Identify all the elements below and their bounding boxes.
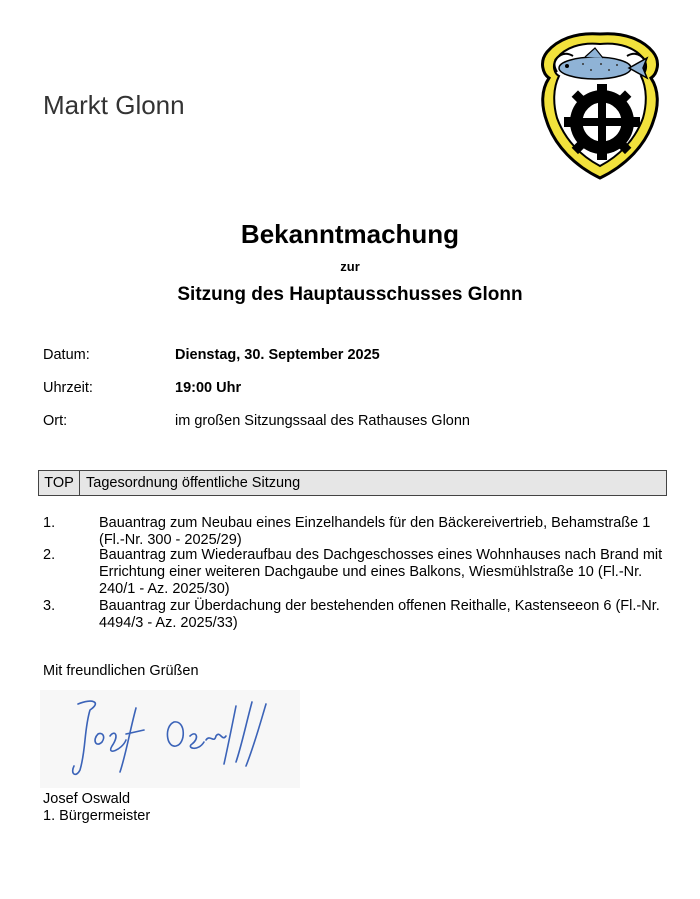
document-title: Bekanntmachung [240,219,460,249]
signatory-role: 1. Bürgermeister [43,808,151,824]
date-label: Datum: [43,347,90,363]
agenda-item-text: Bauantrag zum Neubau eines Einzelhandels für den Bäckereivertrieb, Behamstraße 1 (Fl.-Nr. 300 - 2025/29) [99,515,651,548]
agenda-col-title: Tagesordnung öffentliche Sitzung [86,475,301,491]
place-label: Ort: [43,413,68,429]
agenda-col-top: TOP [39,471,80,495]
municipality-title: Markt Glonn [43,90,185,120]
time-value: 19:00 Uhr [175,380,242,396]
signatory-name: Josef Oswald [43,791,131,807]
agenda-item-text: Bauantrag zur Überdachung der bestehenden offenen Reithalle, Kastenseeon 6 (Fl.-Nr. 4494/3 - Az. 2025/33) [99,598,660,631]
place-value: im großen Sitzungssaal des Rathauses Glonn [175,413,470,429]
agenda-item-number: 2. [43,547,56,563]
signature-image [40,690,300,788]
agenda-item-text: Bauantrag zum Wiederaufbau des Dachgeschosses eines Wohnhauses nach Brand mit Errichtung einer weiteren Dachgaube und eines Balkons, Wiesmühlstraße 10 (Fl.-Nr. 240/1 - Az. 2025/30) [99,547,663,597]
time-label: Uhrzeit: [43,380,93,396]
title-connector: zur [340,259,360,274]
agenda-item-number: 3. [43,598,56,614]
date-value: Dienstag, 30. September 2025 [175,347,380,363]
agenda-item-number: 1. [43,515,56,531]
document-subtitle: Sitzung des Hauptausschusses Glonn [177,284,523,305]
greeting: Mit freundlichen Grüßen [43,663,199,679]
signatory [43,791,150,825]
coat-of-arms-icon [535,30,665,182]
agenda-header [38,470,667,496]
